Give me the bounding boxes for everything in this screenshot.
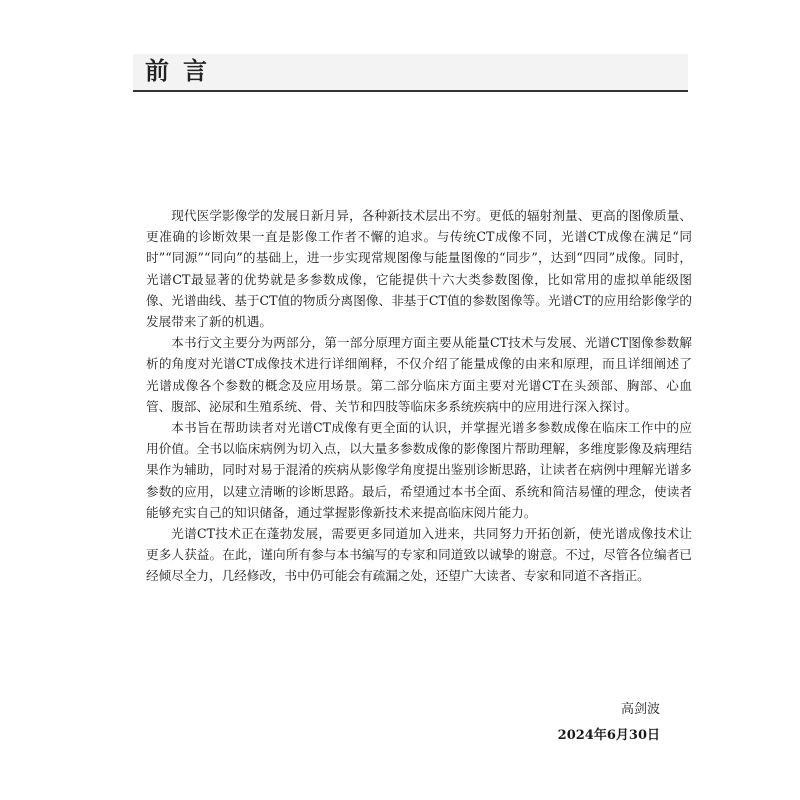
page-title: 前言	[145, 57, 221, 85]
signature-date: 2024年6月30日	[557, 728, 660, 743]
preface-body	[146, 205, 692, 587]
preface-heading-bar	[133, 54, 688, 90]
signature-block	[558, 697, 660, 749]
heading-underline	[133, 90, 688, 92]
paragraph-3: 本书旨在帮助读者对光谱CT成像有更全面的认识，并掌握光谱多参数成像在临床工作中的应用价值。全书以临床病例为切入点，以大量多参数成像的影像图片帮助理解，多维度影像及病理结果作为辅助，同时对易于混淆的疾病从影像学角度提出鉴别诊断思路，让读者在病例中理解光谱多参数的应用，以建立清晰的诊断思路。最后，希望通过本书全面、系统和简洁易懂的理念，使读者能够充实自己的知识储备，通过掌握影像新技术来提高临床阅片能力。	[146, 420, 692, 520]
paragraph-2: 本书行文主要分为两部分，第一部分原理方面主要从能量CT技术与发展、光谱CT图像参数解析的角度对光谱CT成像技术进行详细阐释，不仅介绍了能量成像的由来和原理，而且详细阐述了光谱成像各个参数的概念及应用场景。第二部分临床方面主要对光谱CT在头颈部、胸部、心血管、腹部、泌尿和生殖系统、骨、关节和四肢等临床多系统疾病中的应用进行深入探讨。	[146, 335, 692, 414]
author-name: 高剑波	[620, 702, 660, 717]
paragraph-4: 光谱CT技术正在蓬勃发展，需要更多同道加入进来，共同努力开拓创新，使光谱成像技术让更多人获益。在此，谨向所有参与本书编写的专家和同道致以诚挚的谢意。不过，尽管各位编者已经倾尽全力，几经修改，书中仍可能会有疏漏之处，还望广大读者、专家和同道不吝指正。	[146, 526, 692, 584]
paragraph-1: 现代医学影像学的发展日新月异，各种新技术层出不穷。更低的辐射剂量、更高的图像质量、更准确的诊断效果一直是影像工作者不懈的追求。与传统CT成像不同，光谱CT成像在满足“同时”“同源”“同向”的基础上，进一步实现常规图像与能量图像的“同步”，达到“四同”成像。同时，光谱CT最显著的优势就是多参数成像，它能提供十六大类参数图像，比如常用的虚拟单能级图像、光谱曲线、基于CT值的物质分离图像、非基于CT值的参数图像等。光谱CT的应用给影像学的发展带来了新的机遇。	[146, 208, 692, 330]
